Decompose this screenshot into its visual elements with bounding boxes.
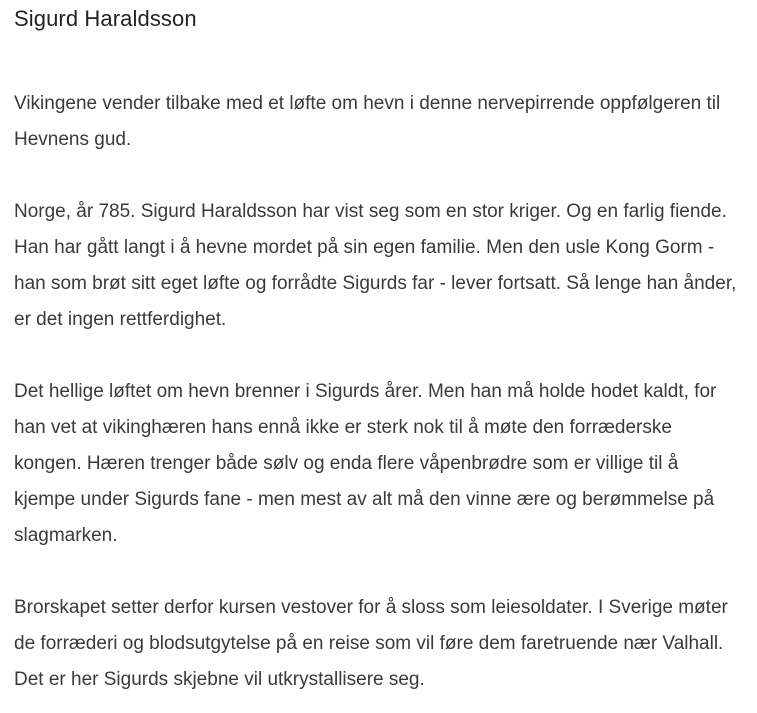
- description-body: [14, 86, 743, 698]
- paragraph-setting: Norge, år 785. Sigurd Haraldsson har vist seg som en stor kriger. Og en farlig fiende. Han har gått langt i å hevne mordet på sin egen familie. Men den usle Kong Gorm - han som brøt sitt eget løfte og forrådte Sigurds far - lever fortsatt. Så lenge han ånder, er det ingen rettferdighet.: [14, 201, 737, 330]
- paragraph-vow: Det hellige løftet om hevn brenner i Sigurds årer. Men han må holde hodet kaldt, for han vet at vikinghæren hans ennå ikke er sterk nok til å møte den forræderske kongen. Hæren trenger både sølv og enda flere våpenbrødre som er villige til å kjempe under Sigurds fane - men mest av alt må den vinne ære og berømmelse på slagmarken.: [14, 381, 717, 546]
- paragraph-intro: Vikingene vender tilbake med et løfte om hevn i denne nervepirrende oppfølgeren til Hevnens gud.: [14, 93, 721, 150]
- book-title: Sigurd Haraldsson: [14, 6, 197, 31]
- paragraph-journey: Brorskapet setter derfor kursen vestover for å sloss som leiesoldater. I Sverige møter de forræderi og blodsutgytelse på en reise som vil føre dem faretruende nær Valhall. Det er her Sigurds skjebne vil utkrystallisere seg.: [14, 597, 728, 690]
